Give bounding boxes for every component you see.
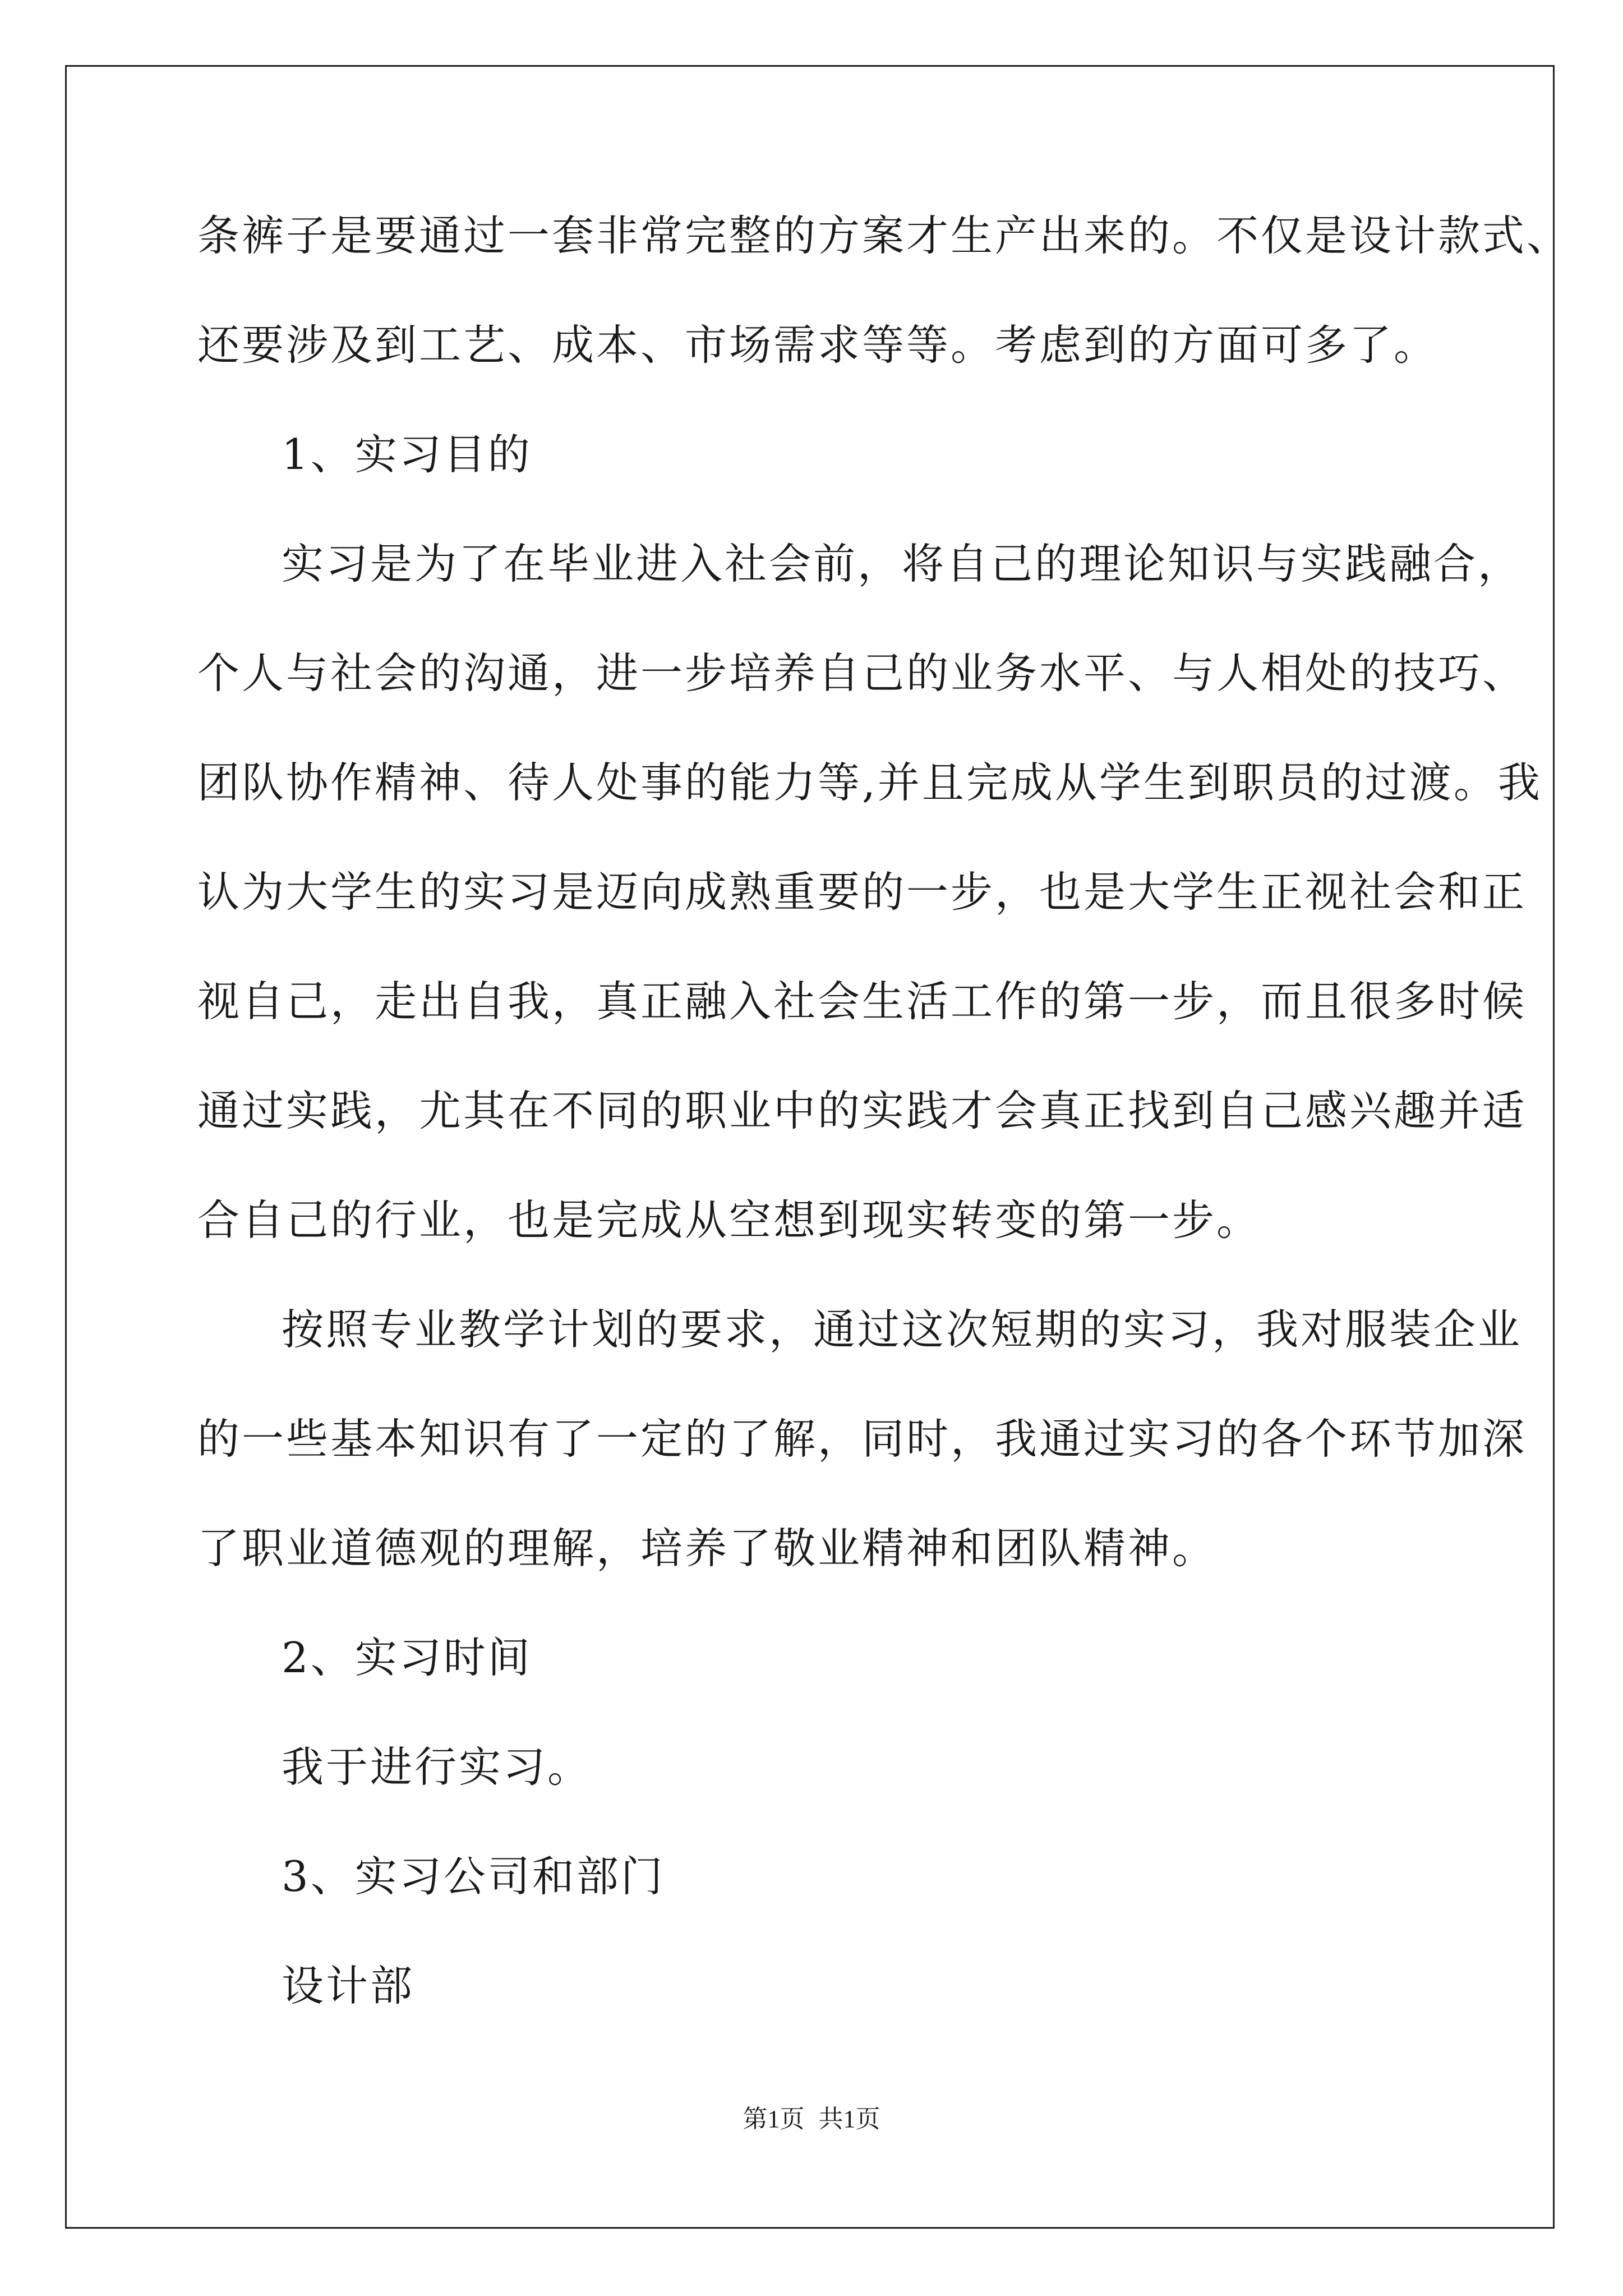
text-line: 认为大学生的实习是迈向成熟重要的一步，也是大学生正视社会和正 [197,867,1527,917]
section-heading: 1、实习目的 [282,430,532,479]
text-line: 的一些基本知识有了一定的了解，同时，我通过实习的各个环节加深 [197,1414,1527,1464]
text-line: 合自己的行业，也是完成从空想到现实转变的第一步。 [197,1195,1261,1245]
text-line: 个人与社会的沟通，进一步培养自己的业务水平、与人相处的技巧、 [197,648,1527,698]
section-heading: 3、实习公司和部门 [282,1852,665,1901]
text-line: 通过实践，尤其在不同的职业中的实践才会真正找到自己感兴趣并适 [197,1086,1527,1135]
text-line: 按照专业教学计划的要求，通过这次短期的实习，我对服装企业 [282,1305,1523,1354]
text-line: 了职业道德观的理解，培养了敬业精神和团队精神。 [197,1524,1217,1573]
text-line: 我于进行实习。 [282,1742,592,1792]
text-line: 还要涉及到工艺、成本、市场需求等等。考虑到的方面可多了。 [197,320,1438,370]
section-heading: 2、实习时间 [282,1633,532,1682]
page-footer: 第1页 共1页 [743,2105,880,2133]
text-line: 视自己，走出自我，真正融入社会生活工作的第一步，而且很多时候 [197,977,1527,1026]
text-line: 实习是为了在毕业进入社会前，将自己的理论知识与实践融合， [282,539,1523,588]
text-line: 设计部 [282,1961,415,2010]
text-line: 团队协作精神、待人处事的能力等,并且完成从学生到职员的过渡。我 [197,758,1542,807]
text-line: 条裤子是要通过一套非常完整的方案才生产出来的。不仅是设计款式、 [197,211,1571,260]
